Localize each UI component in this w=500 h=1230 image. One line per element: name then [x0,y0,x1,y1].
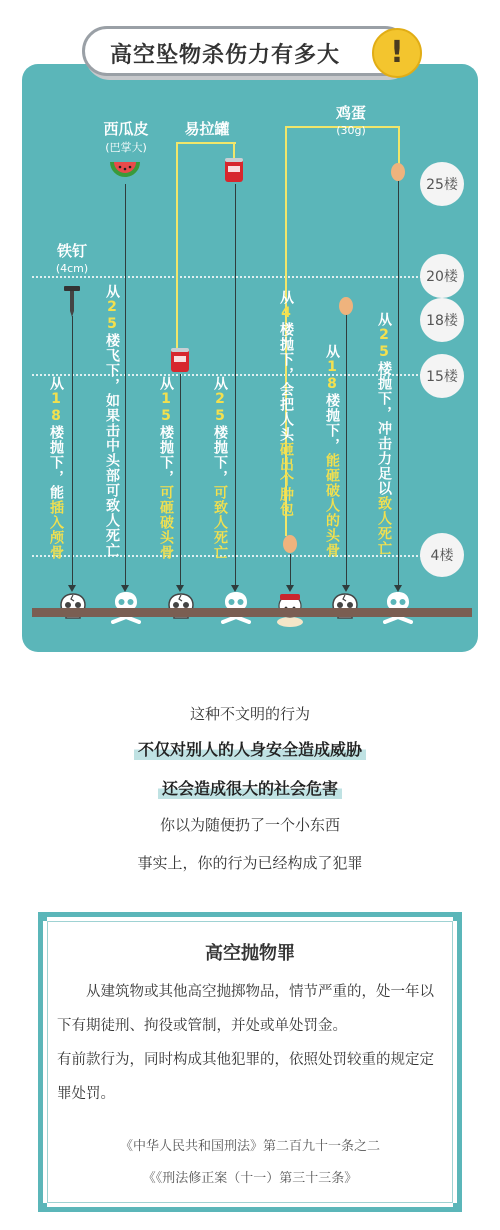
corner-decoration [38,1203,47,1212]
can15-caption: 从15楼抛下，可砸破头骨 [158,376,174,560]
floor-badge-25: 25楼 [420,162,464,206]
infographic-card [22,64,478,652]
can-connector-left [176,142,178,348]
egg18-drop-line [346,314,347,590]
watermelon-icon [110,158,140,184]
nail-drop-line [72,316,73,590]
floor-badge-18: 18楼 [420,298,464,342]
egg-icon [390,162,406,182]
message-line-4: 你以为随便扔了一个小东西 [159,816,340,834]
law-source-2: 《《刑法修正案（十一）第三十三条》 [142,1171,358,1186]
egg-connector-right [398,126,400,164]
message-line-1: 这种不文明的行为 [189,705,310,723]
can15-drop-line [180,374,181,590]
nail-caption: 从18楼抛下，能插入颅骨 [48,376,64,560]
can-connector-top [176,142,236,144]
skull-crossbones-icon [382,590,414,624]
watermelon-sub: (巴掌大) [105,141,147,154]
corner-decoration [453,1203,462,1212]
skull-crossbones-icon [220,590,252,624]
can-icon [170,346,190,374]
egg-icon [338,296,354,316]
egg-sub: (30g) [336,124,366,137]
can-icon [224,156,244,184]
egg-icon [282,534,298,554]
page-title: 高空坠物杀伤力有多大 [110,43,341,68]
egg4-caption: 从4楼抛下，会把人头砸出个肿包 [278,290,294,517]
floor-badge-20: 20楼 [420,254,464,298]
egg25-caption: 从25楼抛下，冲击力足以致人死亡 [376,312,392,556]
melon-drop-line [125,184,126,590]
law-paragraph-1: 从建筑物或其他高空抛掷物品，情节严重的，处一年以下有期徒刑、拘役或管制，并处或单处罚金。 [57,984,434,1034]
law-paragraph-2: 有前款行为，同时构成其他犯罪的，依照处罚较重的规定定罪处罚。 [57,1052,434,1102]
corner-decoration [38,912,47,921]
alert-icon: ! [372,28,422,78]
nail-icon [64,286,80,318]
skull-crossbones-icon [110,590,142,624]
can25-caption: 从25楼抛下，可致人死亡 [212,376,228,560]
watermelon-label: 西瓜皮 [103,120,149,138]
law-box [38,912,462,1212]
cracked-skull-icon [167,592,195,622]
message-line-5: 事实上，你的行为已经构成了犯罪 [137,854,363,872]
egg4-drop-line [290,554,291,590]
cracked-skull-icon [59,592,87,622]
floor-badge-15: 15楼 [420,354,464,398]
nail-sub: (4cm) [55,262,89,275]
law-source-1: 《中华人民共和国刑法》第二百九十一条之二 [119,1139,380,1154]
nail-label: 铁钉 [56,242,87,260]
floor-line-20 [32,276,422,278]
message-line-3: 还会造成很大的社会危害 [0,776,500,799]
can25-drop-line [235,184,236,590]
egg25-drop-line [398,180,399,590]
egg18-caption: 从18楼抛下，能砸破人的头骨 [324,344,340,558]
cracked-skull-icon [331,592,359,622]
floor-badge-4: 4楼 [420,533,464,577]
egg-label: 鸡蛋 [335,104,366,122]
can-label: 易拉罐 [184,120,230,138]
corner-decoration [453,912,462,921]
law-title: 高空抛物罪 [205,943,295,964]
melon-caption: 从25楼飞下，如果击中头部可致人死亡 [104,284,120,558]
ground-bar [32,608,472,617]
message-line-2: 不仅对别人的人身安全造成威胁 [0,737,500,760]
